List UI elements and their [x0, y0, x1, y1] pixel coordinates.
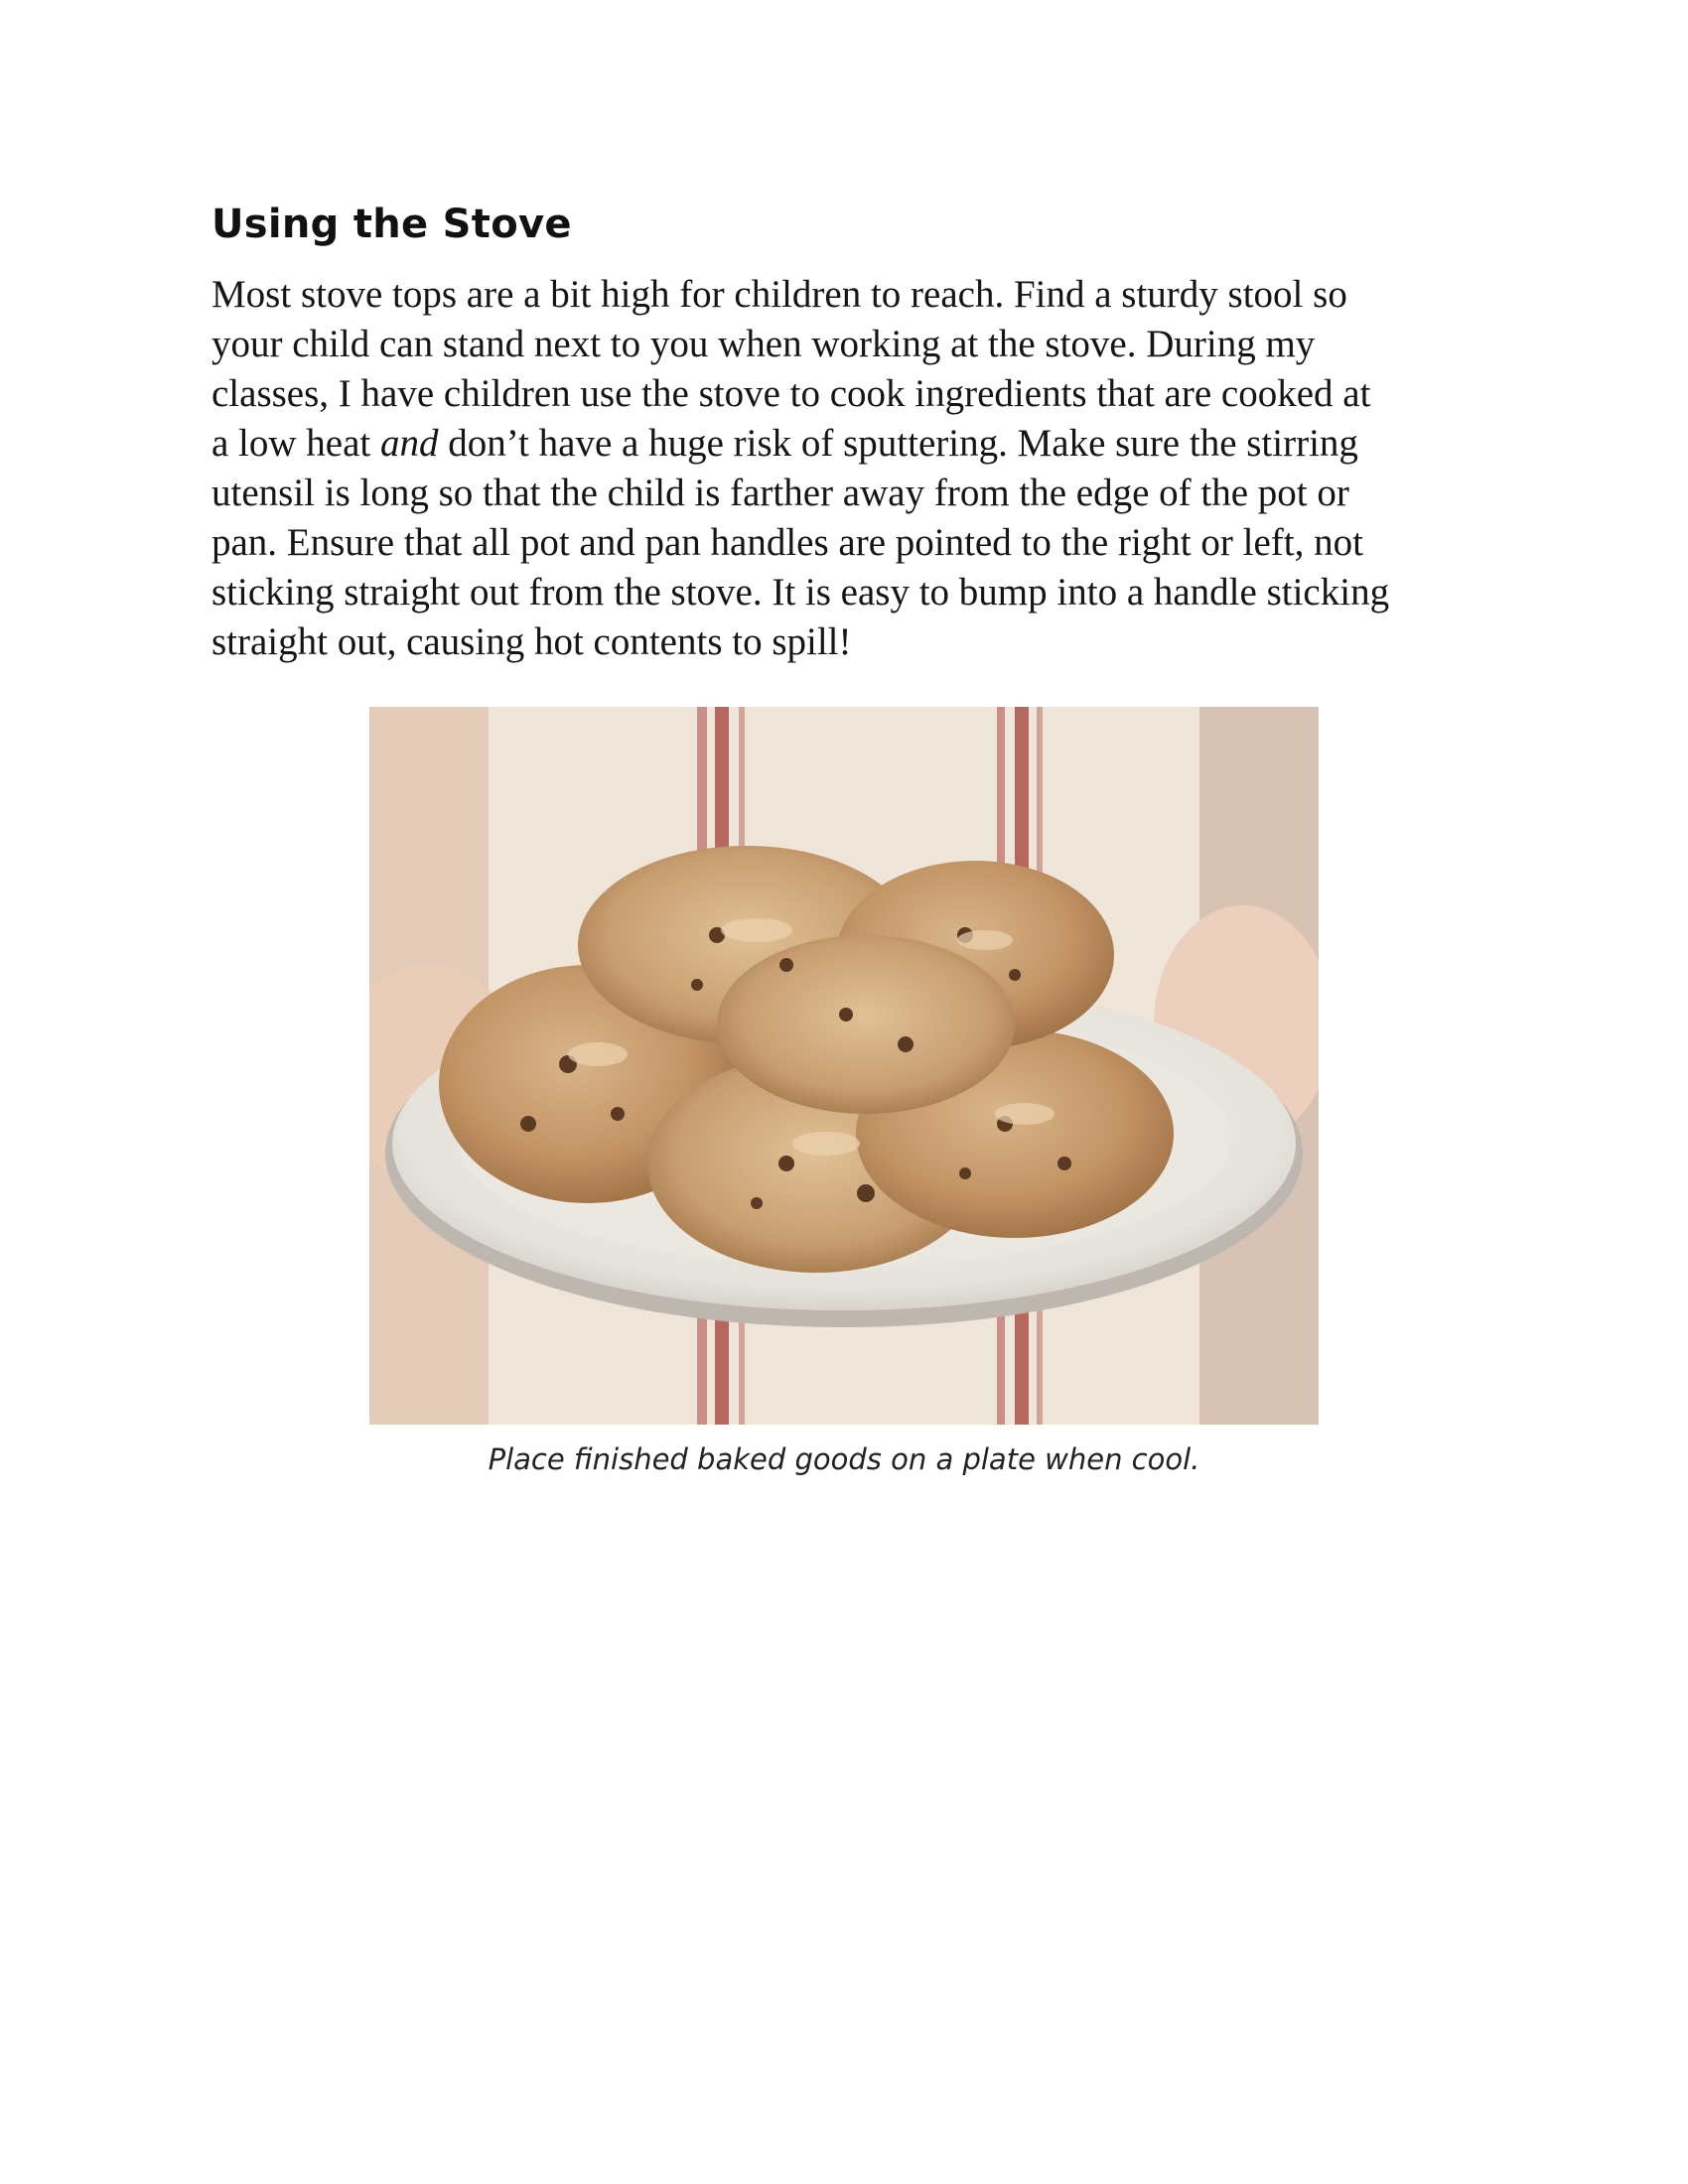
paragraph-line: your child can stand next to you when working at the stove. During my	[211, 323, 1316, 365]
paragraph-line: utensil is long so that the child is farther away from the edge of the pot or	[211, 472, 1349, 514]
body-paragraph	[211, 270, 1492, 667]
section-heading: Using the Stove	[211, 202, 572, 247]
emphasis-text: and	[380, 422, 439, 465]
figure-caption: Place finished baked goods on a plate when cool.	[488, 1442, 1200, 1476]
paragraph-line: sticking straight out from the stove. It is easy to bump into a handle sticking	[211, 571, 1390, 614]
paragraph-line: classes, I have children use the stove to cook ingredients that are cooked at	[211, 372, 1371, 415]
cookies-plate-photo	[369, 707, 1319, 1425]
paragraph-text: don’t have a huge risk of sputtering. Make sure the stirring	[438, 422, 1358, 465]
paragraph-line: straight out, causing hot contents to spill!	[211, 620, 852, 663]
paragraph-line	[211, 419, 1492, 469]
paragraph-text: a low heat	[211, 422, 381, 465]
paragraph-line: Most stove tops are a bit high for children to reach. Find a sturdy stool so	[211, 273, 1347, 316]
paragraph-line: pan. Ensure that all pot and pan handles are pointed to the right or left, not	[211, 521, 1363, 564]
